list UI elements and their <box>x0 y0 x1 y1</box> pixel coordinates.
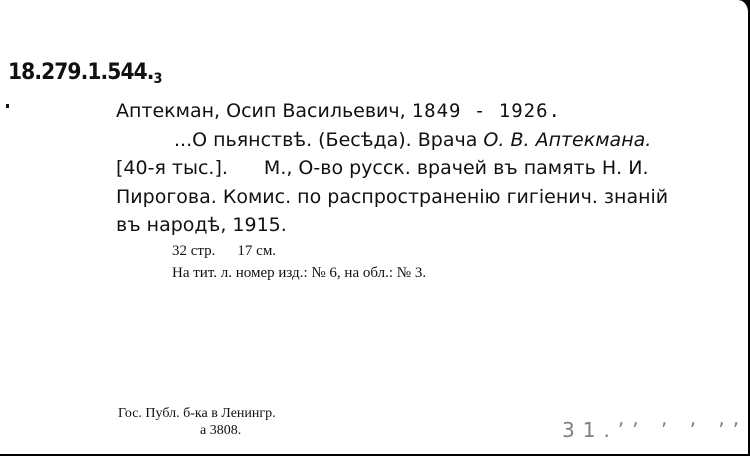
author-line <box>116 97 716 126</box>
publisher-line <box>116 183 716 212</box>
pencil-mark: 31.ʼʼ ʼ ʼ ʼʼ <box>562 418 748 442</box>
place-publisher: М., О-во русск. врачей въ память Н. И. <box>263 157 649 179</box>
shelfmark <box>8 60 162 87</box>
library-name: Гос. Публ. б-ка в Ленингр. <box>118 406 276 421</box>
library-stamp <box>118 405 276 439</box>
collation-line <box>172 240 426 262</box>
margin-dot <box>6 104 9 108</box>
shelfmark-number: 18.279.1.544. <box>8 60 154 85</box>
author-dates: 1849 - 1926. <box>411 100 561 122</box>
title-line <box>116 126 716 155</box>
edition-statement: [40-я тыс.]. <box>116 157 228 179</box>
issue-note: На тит. л. номер изд.: № 6, на обл.: № 3. <box>172 265 427 281</box>
author-name: Аптекман, Осип Васильевич, <box>116 100 406 122</box>
book-size: 17 см. <box>237 243 277 259</box>
imprint-line <box>116 154 716 183</box>
accession-number: а 3808. <box>200 423 242 438</box>
page-count: 32 стр. <box>172 243 216 259</box>
title-text: ...О пьянствѣ. (Бесѣда). Врача <box>174 128 478 151</box>
catalog-entry <box>116 97 716 240</box>
publisher-end-line <box>116 211 716 240</box>
shelfmark-subscript: 3 <box>153 71 162 87</box>
collation-notes <box>172 240 426 284</box>
publisher-end: въ народѣ, 1915. <box>116 214 287 236</box>
title-author: О. В. Аптекмана. <box>483 128 652 151</box>
publisher-continued: Пирогова. Комис. по распространенію гигіенич. знаній <box>116 185 669 208</box>
